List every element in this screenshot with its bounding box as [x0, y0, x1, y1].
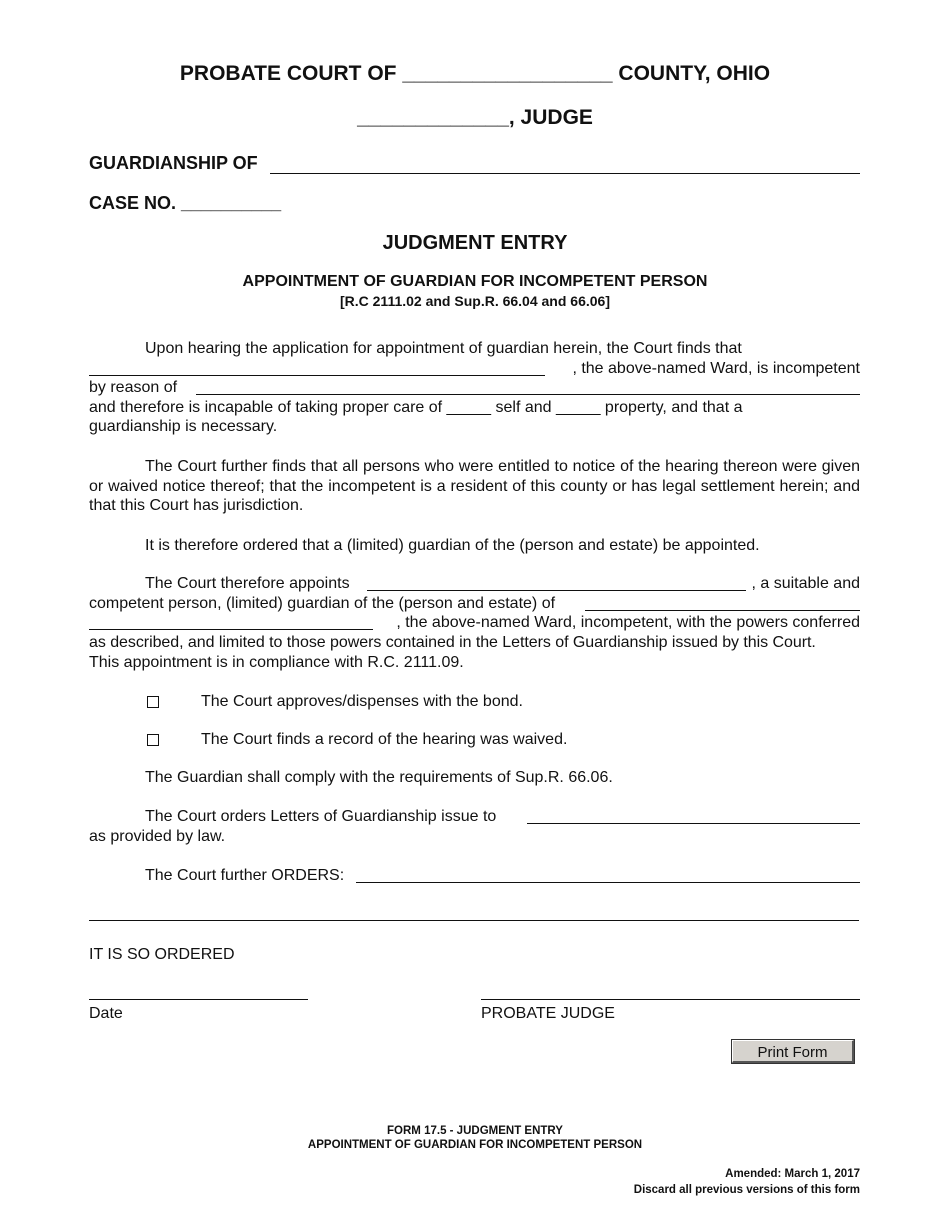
bond-checkbox[interactable] — [147, 696, 159, 708]
hearing-waived-checkbox[interactable] — [147, 734, 159, 746]
guardian-name-field[interactable] — [367, 590, 746, 591]
bond-checkbox-label: The Court approves/dispenses with the bond. — [201, 693, 523, 710]
further-orders-field-line2[interactable] — [89, 920, 859, 921]
para4-line1-tail: , a suitable and — [751, 575, 860, 592]
para1-by-reason-label: by reason of — [89, 379, 178, 396]
guardianship-name-field[interactable] — [270, 173, 860, 174]
further-orders-field[interactable] — [356, 882, 860, 883]
reason-field[interactable] — [196, 394, 860, 395]
ward-name-field-a[interactable] — [585, 610, 860, 611]
letters-issue-to-field[interactable] — [527, 823, 860, 824]
print-form-button[interactable]: Print Form — [732, 1040, 854, 1063]
further-orders-label: The Court further ORDERS: — [145, 867, 345, 884]
page-title: JUDGMENT ENTRY — [382, 232, 568, 254]
para1-line5: guardianship is necessary. — [89, 418, 278, 435]
para4-line4: as described, and limited to those powers contained in the Letters of Guardianship issued by this Court. — [89, 634, 816, 651]
para1-line4: and therefore is incapable of taking proper care of _____ self and _____ property, and that a — [89, 399, 743, 416]
amended-date: Amended: March 1, 2017 — [725, 1168, 860, 1180]
para4-appoints-label: The Court therefore appoints — [145, 575, 350, 592]
page-subtitle: APPOINTMENT OF GUARDIAN FOR INCOMPETENT PERSON — [242, 273, 708, 290]
findings-field[interactable] — [89, 375, 545, 376]
ward-name-field-b[interactable] — [89, 629, 373, 630]
para6-label: The Court orders Letters of Guardianship issue to — [145, 808, 497, 825]
para1-line2: , the above-named Ward, is incompetent — [572, 360, 860, 377]
form-footer-line2: APPOINTMENT OF GUARDIAN FOR INCOMPETENT PERSON — [307, 1139, 643, 1151]
para5: The Guardian shall comply with the requirements of Sup.R. 66.06. — [145, 769, 613, 786]
court-heading: PROBATE COURT OF __________________ COUNTY, OHIO — [179, 62, 771, 85]
judge-signature-line[interactable] — [481, 999, 860, 1000]
para2: The Court further finds that all persons who were entitled to notice of the hearing thereon were given or waived notice thereof; that the incompetent is a resident of this county or has legal settlement herein; and that this Court has jurisdiction. — [89, 458, 860, 514]
form-footer-line1: FORM 17.5 - JUDGMENT ENTRY — [387, 1125, 563, 1137]
judge-heading: _____________, JUDGE — [357, 106, 593, 129]
probate-judge-label: PROBATE JUDGE — [481, 1005, 615, 1022]
case-no-label: CASE NO. __________ — [89, 193, 282, 213]
para1-line1: Upon hearing the application for appointment of guardian herein, the Court finds that — [145, 340, 742, 357]
so-ordered-text: IT IS SO ORDERED — [89, 946, 235, 963]
para4-line2: competent person, (limited) guardian of the (person and estate) of — [89, 595, 556, 612]
guardianship-label: GUARDIANSHIP OF — [89, 153, 258, 173]
date-label: Date — [89, 1005, 123, 1022]
hearing-waived-checkbox-label: The Court finds a record of the hearing was waived. — [201, 731, 568, 748]
para4-line3: , the above-named Ward, incompetent, with the powers conferred — [396, 614, 860, 631]
discard-notice: Discard all previous versions of this form — [633, 1184, 860, 1196]
para6-line2: as provided by law. — [89, 828, 226, 845]
para3: It is therefore ordered that a (limited) guardian of the (person and estate) be appointed. — [145, 537, 760, 554]
para4-line5: This appointment is in compliance with R.C. 2111.09. — [89, 654, 464, 671]
statute-citation: [R.C 2111.02 and Sup.R. 66.04 and 66.06] — [339, 293, 610, 309]
date-signature-line[interactable] — [89, 999, 308, 1000]
